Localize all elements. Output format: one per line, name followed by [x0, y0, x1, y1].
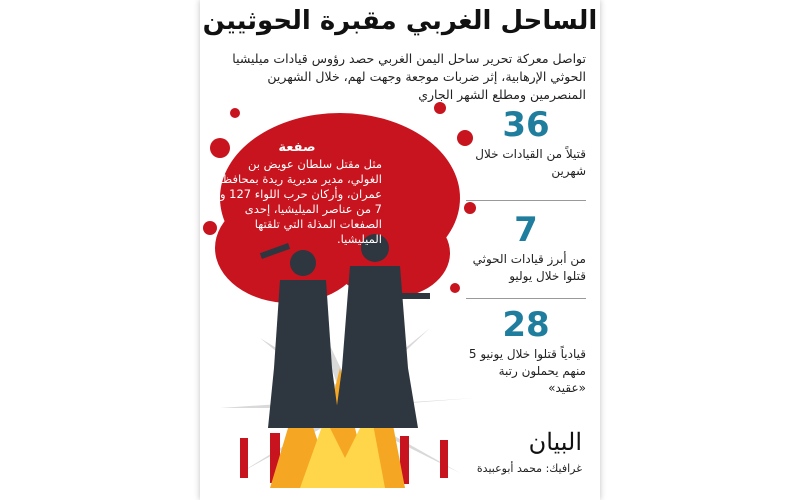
divider	[466, 298, 586, 299]
stat-text: من أبرز قيادات الحوثي قتلوا خلال يوليو	[472, 252, 586, 283]
stat-text: قيادياً قتلوا خلال يونيو 5 منهم يحملون رتبة «عقيد»	[468, 347, 586, 395]
quote-title: صفعة	[278, 140, 316, 155]
stat-item	[466, 305, 586, 397]
graphic-credit: غرافيك: محمد أبوعبيدة	[476, 462, 582, 475]
intro-text: تواصل معركة تحرير ساحل اليمن الغربي حصد رؤوس قيادات ميليشيا الحوثي الإرهابية، إثر ضربات موجعة وجهت لهم، خلال الشهرين المنصرمين ومطلع الشهر الجاري	[232, 51, 586, 102]
stat-item	[466, 210, 586, 285]
stat-number: 36	[502, 105, 550, 145]
stat-item	[466, 105, 586, 180]
stat-text: قتيلاً من القيادات خلال شهرين	[475, 147, 586, 178]
page-title: الساحل الغربي مقبرة الحوثيين	[202, 6, 598, 36]
quote-body: مثل مقتل سلطان عويض بن الغولي، مدير مديرية ريدة بمحافظة عمران، وأركان حرب اللواء 127 و 7 من عناصر الميليشيا، إحدى الصفعات المذلة التي تلقتها الميليشيا.	[216, 157, 382, 246]
quote-box	[212, 140, 382, 247]
divider	[466, 200, 586, 201]
infographic-card	[200, 0, 600, 500]
stat-number: 28	[502, 305, 550, 345]
publisher-logo: البيان	[528, 428, 582, 456]
stat-number: 7	[514, 210, 538, 250]
